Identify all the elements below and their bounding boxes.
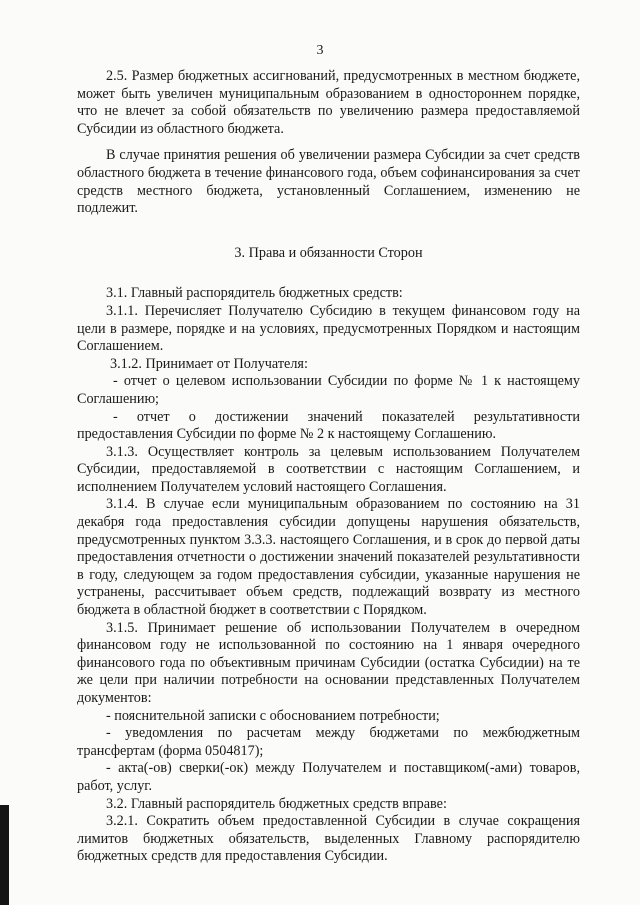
- paragraph-2-5-increase: В случае принятия решения об увеличении размера Субсидии за счет средств областного бюджета в течение финансового года, объем софинансирования за счет средств местного бюджета, установленный Соглашением, изменению не подлежит.: [77, 147, 580, 217]
- paragraph-3-1: 3.1. Главный распорядитель бюджетных средств:: [106, 285, 403, 302]
- section-heading: 3. Права и обязанности Сторон: [234, 244, 423, 261]
- list-item: - уведомления по расчетам между бюджетами по межбюджетным трансфертам (форма 0504817);: [77, 725, 580, 759]
- document-body: [77, 68, 580, 866]
- paragraph-3-1-3: 3.1.3. Осуществляет контроль за целевым использованием Получателем Субсидии, предоставляемой в соответствии с настоящим Соглашением, и исполнением Получателем условий настоящего Соглашения.: [77, 443, 580, 495]
- list-item: - акта(-ов) сверки(-ок) между Получателем и поставщиком(-ами) товаров, работ, услуг.: [77, 760, 580, 794]
- paragraph-3-1-5: 3.1.5. Принимает решение об использовании Получателем в очередном финансовом году не использованной по состоянию на 1 января очередного финансового года по объективным причинам Субсидии (остатка Субсидии) на те же цели при наличии потребности на основании представленных Получателем документов:: [77, 619, 580, 706]
- paragraph-3-2-1: 3.2.1. Сократить объем предоставленной Субсидии в случае сокращения лимитов бюджетных обязательств, выделенных Главному распорядителю бюджетных средств для предоставления Субсидии.: [77, 813, 580, 865]
- list-item: - отчет о целевом использовании Субсидии по форме № 1 к настоящему Соглашению;: [77, 373, 580, 407]
- paragraph-3-1-1: 3.1.1. Перечисляет Получателю Субсидию в текущем финансовом году на цели в размере, порядке и на условиях, предусмотренных Порядком и настоящим Соглашением.: [77, 302, 580, 355]
- paragraph-3-1-2: 3.1.2. Принимает от Получателя:: [110, 355, 308, 372]
- scan-edge-shadow: [0, 805, 9, 905]
- list-item: - пояснительной записки с обоснованием потребности;: [106, 707, 440, 724]
- page-number: 3: [316, 43, 324, 58]
- paragraph-3-1-4: 3.1.4. В случае если муниципальным образованием по состоянию на 31 декабря года предоставления субсидии допущены нарушения обязательств, предусмотренных пунктом 3.3.3. настоящего Соглашения, и в срок до первой даты предоставления отчетности о достижении значений показателей результативности в году, следующем за годом предоставления субсидии, указанные нарушения не устранены, рассчитывает объем средств, подлежащий возврату из местного бюджета в областной бюджет в соответствии с Порядком.: [77, 496, 580, 619]
- paragraph-2-5: 2.5. Размер бюджетных ассигнований, предусмотренных в местном бюджете, может быть увеличен муниципальным образованием в одностороннем порядке, что не влечет за собой обязательств по увеличению размера предоставляемой Субсидии из областного бюджета.: [77, 68, 580, 137]
- list-item: - отчет о достижении значений показателей результативности предоставления Субсидии по форме № 2 к настоящему Соглашению.: [77, 408, 580, 443]
- paragraph-3-2: 3.2. Главный распорядитель бюджетных средств вправе:: [106, 795, 447, 812]
